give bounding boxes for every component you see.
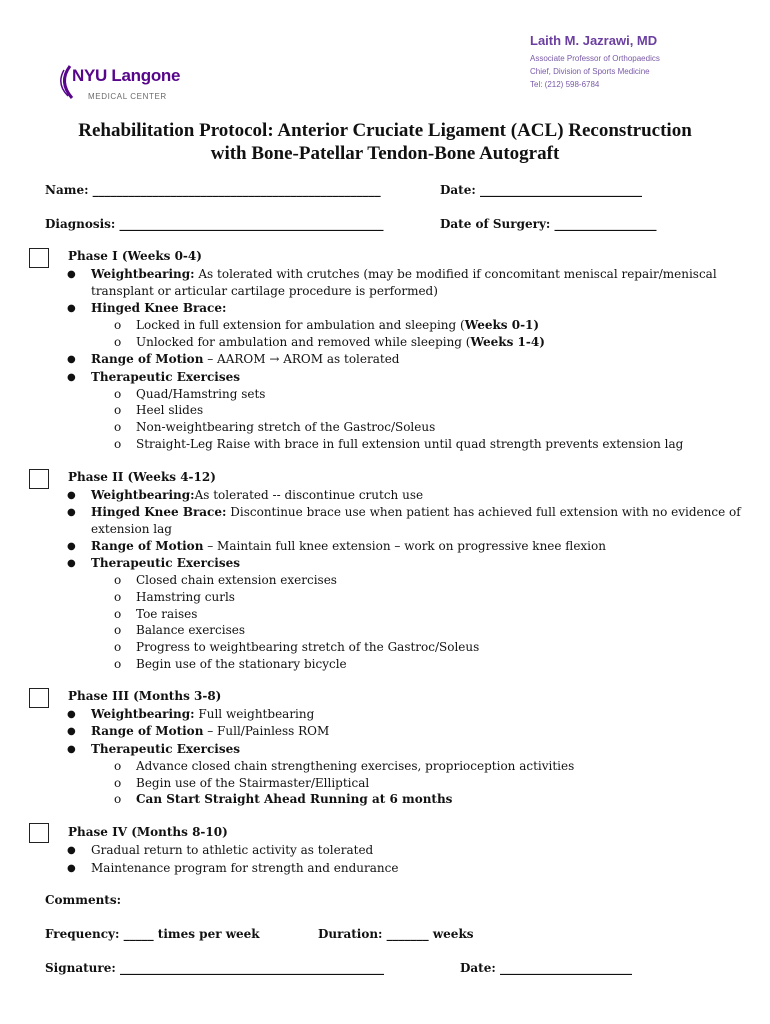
phase1-brace-item: o Unlocked for ambulation and removed while sleeping (Weeks 1-4) — [114, 335, 545, 349]
phase1-title: Phase I (Weeks 0-4) — [68, 249, 202, 263]
phase2-exercise-item: o Hamstring curls — [114, 590, 235, 604]
signature-field[interactable]: Signature: ____________________________________________ — [45, 961, 384, 975]
frequency-field[interactable]: Frequency: _____ times per week — [45, 927, 260, 941]
doctor-title: Associate Professor of Orthopaedics — [530, 54, 660, 63]
phase1-weightbearing: ● Weightbearing: As tolerated with crutches (may be modified if concomitant meniscal repair/meniscal — [67, 267, 717, 281]
phase2-weightbearing: ● Weightbearing:As tolerated -- discontinue crutch use — [67, 488, 424, 502]
phase1-exercise-item: o Non-weightbearing stretch of the Gastroc/Soleus — [114, 420, 436, 434]
phase3-title: Phase III (Months 3-8) — [68, 689, 222, 703]
phase3-exercise-item: o Advance closed chain strengthening exercises, proprioception activities — [114, 759, 575, 773]
phase2-rom: ● Range of Motion – Maintain full knee extension – work on progressive knee flexion — [67, 539, 606, 553]
phase4-item: ● Maintenance program for strength and endurance — [67, 861, 399, 875]
phase3-weightbearing: ● Weightbearing: Full weightbearing — [67, 707, 315, 721]
phase1-rom: ● Range of Motion – AAROM → AROM as tolerated — [67, 352, 400, 366]
phase1-exercises: ● Therapeutic Exercises — [67, 370, 240, 384]
phase1-brace: ● Hinged Knee Brace: — [67, 301, 227, 315]
phase2-brace-cont: extension lag — [91, 522, 172, 536]
duration-field[interactable]: Duration: _______ weeks — [318, 927, 474, 941]
phase1-brace-item: o Locked in full extension for ambulation and sleeping (Weeks 0-1) — [114, 318, 540, 332]
document-title-line1: Rehabilitation Protocol: Anterior Cruciate Ligament (ACL) Reconstruction — [78, 120, 692, 141]
phase1-exercise-item: o Heel slides — [114, 403, 204, 417]
phase3-exercise-item: o Can Start Straight Ahead Running at 6 months — [114, 792, 453, 806]
phase3-exercise-item: o Begin use of the Stairmaster/Elliptical — [114, 776, 370, 790]
phase2-exercise-item: o Begin use of the stationary bicycle — [114, 657, 347, 671]
doctor-tel: Tel: (212) 598-6784 — [530, 80, 600, 89]
name-field[interactable]: Name: ________________________________________________ — [45, 183, 381, 197]
phase2-exercise-item: o Closed chain extension exercises — [114, 573, 337, 587]
phase1-exercise-item: o Quad/Hamstring sets — [114, 387, 266, 401]
phase2-brace: ● Hinged Knee Brace: Discontinue brace use when patient has achieved full extension with no evidence of — [67, 505, 741, 519]
phase2-checkbox[interactable] — [29, 469, 49, 489]
phase3-checkbox[interactable] — [29, 688, 49, 708]
date-field[interactable]: Date: ___________________________ — [440, 183, 642, 197]
phase4-item: ● Gradual return to athletic activity as tolerated — [67, 843, 374, 857]
phase2-title: Phase II (Weeks 4-12) — [68, 470, 216, 484]
doctor-division: Chief, Division of Sports Medicine — [530, 67, 650, 76]
phase1-checkbox[interactable] — [29, 248, 49, 268]
phase1-weightbearing-cont: transplant or articular cartilage procedure is performed) — [91, 284, 438, 298]
comments-label: Comments: — [45, 893, 122, 907]
date-of-surgery-field[interactable]: Date of Surgery: _________________ — [440, 217, 657, 231]
phase2-exercises: ● Therapeutic Exercises — [67, 556, 240, 570]
logo-subtext: MEDICAL CENTER — [88, 92, 167, 101]
logo-text: NYU Langone — [72, 66, 181, 85]
phase2-exercise-item: o Progress to weightbearing stretch of the Gastroc/Soleus — [114, 640, 480, 654]
diagnosis-field[interactable]: Diagnosis: ____________________________________________ — [45, 217, 384, 231]
phase4-checkbox[interactable] — [29, 823, 49, 843]
signature-date-field[interactable]: Date: ______________________ — [460, 961, 632, 975]
phase1-exercise-item: o Straight-Leg Raise with brace in full extension until quad strength prevents extension lag — [114, 437, 684, 451]
phase2-exercise-item: o Balance exercises — [114, 623, 246, 637]
phase3-rom: ● Range of Motion – Full/Painless ROM — [67, 724, 330, 738]
phase4-title: Phase IV (Months 8-10) — [68, 825, 228, 839]
phase3-exercises: ● Therapeutic Exercises — [67, 742, 240, 756]
doctor-name: Laith M. Jazrawi, MD — [530, 33, 658, 48]
document-title-line2: with Bone-Patellar Tendon-Bone Autograft — [210, 143, 560, 164]
phase2-exercise-item: o Toe raises — [114, 607, 198, 621]
